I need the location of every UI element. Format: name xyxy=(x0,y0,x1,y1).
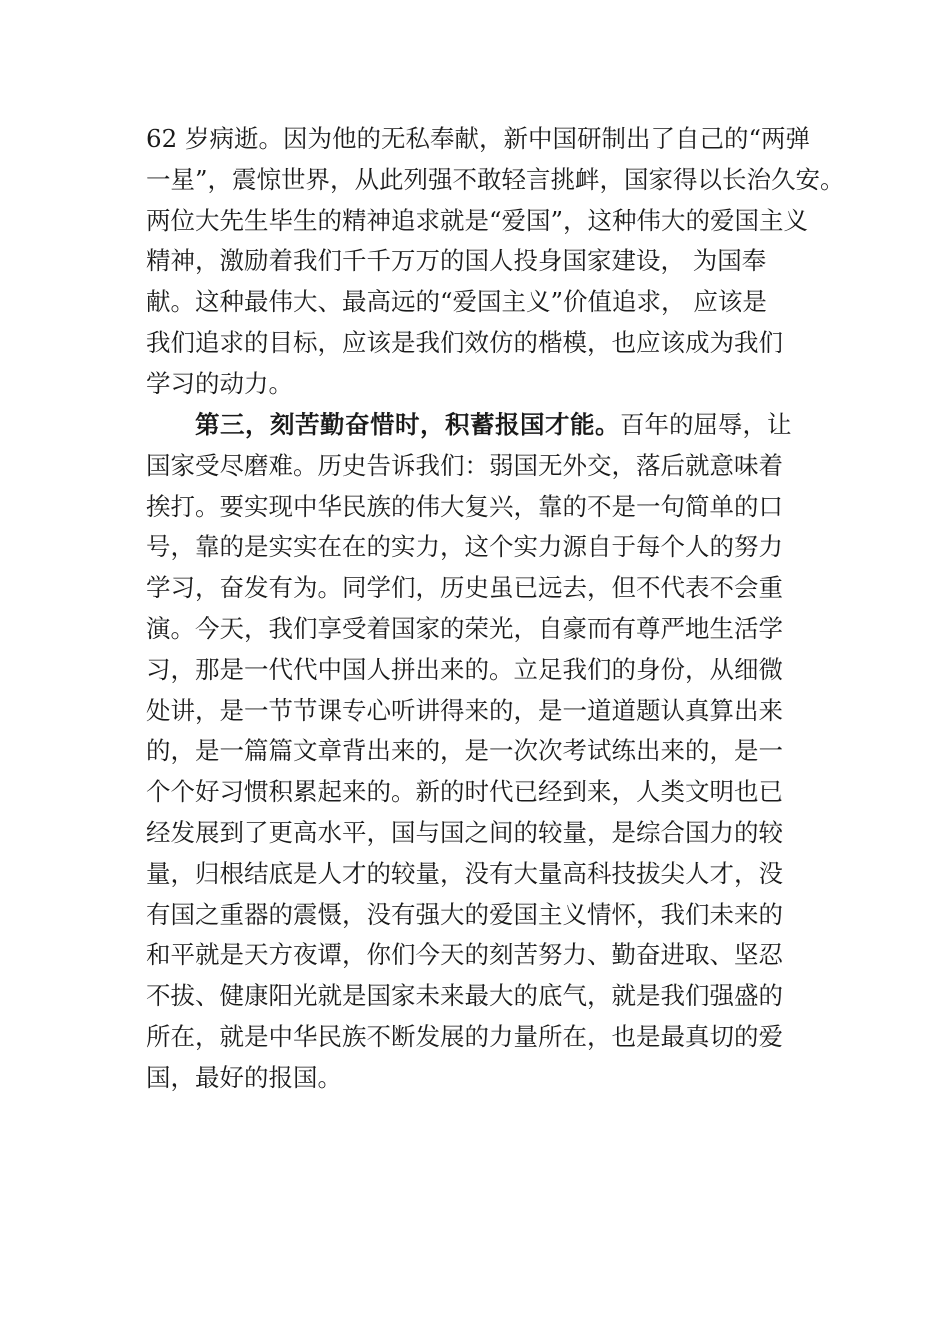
text-line: 国，最好的报国。 xyxy=(146,1062,342,1092)
text-line: 不拔、健康阳光就是国家未来最大的底气，就是我们强盛的 xyxy=(146,981,783,1011)
text-line: 一星”，震惊世界，从此列强不敢轻言挑衅，国家得以长治久安。 xyxy=(146,164,845,194)
text-line: 习，那是一代代中国人拼出来的。立足我们的身份，从细微 xyxy=(146,654,783,684)
text-line: 和平就是天方夜谭，你们今天的刻苦努力、勤奋进取、坚忍 xyxy=(146,940,783,970)
text-line: 经发展到了更高水平，国与国之间的较量，是综合国力的较 xyxy=(146,817,783,847)
paragraph-third-point xyxy=(146,405,816,1099)
text-line: 精神，激励着我们千千万万的国人投身国家建设， 为国奉 xyxy=(146,246,767,276)
text-line: 号，靠的是实实在在的实力，这个实力源自于每个人的努力 xyxy=(146,532,783,562)
text-line: 我们追求的目标，应该是我们效仿的楷模，也应该成为我们 xyxy=(146,327,783,357)
text-line: 个个好习惯积累起来的。新的时代已经到来，人类文明也已 xyxy=(146,777,783,807)
text-line: 挨打。要实现中华民族的伟大复兴，靠的不是一句简单的口 xyxy=(146,491,783,521)
paragraph-patriotism xyxy=(146,119,845,405)
text-line: 量，归根结底是人才的较量，没有大量高科技拔尖人才，没 xyxy=(146,858,783,888)
text-line: 处讲，是一节节课专心听讲得来的，是一道道题认真算出来 xyxy=(146,695,783,725)
section-heading: 第三，刻苦勤奋惜时，积蓄报国才能。 xyxy=(195,410,620,439)
text-line: 学习的动力。 xyxy=(146,368,293,398)
text-line: 62 岁病逝。因为他的无私奉献，新中国研制出了自己的“两弹 xyxy=(146,124,810,153)
text-line: 献。这种最伟大、最高远的“爱国主义”价值追求， 应该是 xyxy=(146,287,767,317)
text-line-rest: 百年的屈辱，让 xyxy=(620,410,792,439)
text-line: 所在，就是中华民族不断发展的力量所在，也是最真切的爱 xyxy=(146,1021,783,1051)
text-line: 两位大先生毕生的精神追求就是“爱国”，这种伟大的爱国主义 xyxy=(146,205,809,235)
text-line: 演。今天，我们享受着国家的荣光，自豪而有尊严地生活学 xyxy=(146,613,783,643)
text-line: 有国之重器的震慑，没有强大的爱国主义情怀，我们未来的 xyxy=(146,899,783,929)
text-line: 的，是一篇篇文章背出来的，是一次次考试练出来的，是一 xyxy=(146,736,783,766)
paragraph-first-line xyxy=(146,405,816,446)
text-line: 学习，奋发有为。同学们，历史虽已远去，但不代表不会重 xyxy=(146,573,783,603)
text-line: 国家受尽磨难。历史告诉我们：弱国无外交，落后就意味着 xyxy=(146,450,783,480)
